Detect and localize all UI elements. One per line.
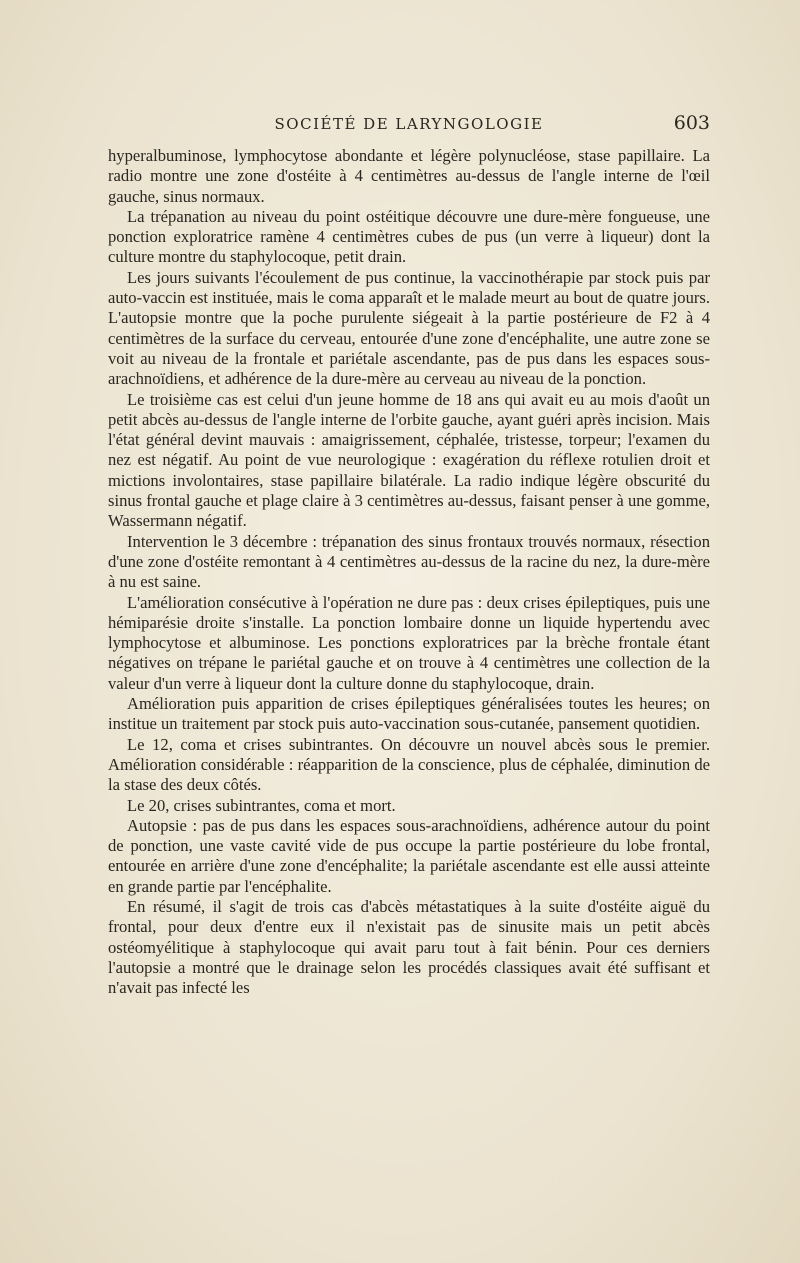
paragraph: hyperalbuminose, lymphocytose abondante et légère polynucléose, stase papillaire. La radio montre une zone d'ostéite à 4 centimètres au-dessus de l'angle interne de l'œil gauche, sinus normaux. <box>108 146 710 206</box>
body-text <box>108 146 710 998</box>
paragraph: Le 12, coma et crises subintrantes. On découvre un nouvel abcès sous le premier. Amélioration considérable : réapparition de la conscience, plus de céphalée, diminution de la stase des deux côtés. <box>108 734 710 795</box>
paragraph: L'amélioration consécutive à l'opération ne dure pas : deux crises épileptiques, puis une hémiparésie droite s'installe. La ponction lombaire donne un liquide hypertendu avec lymphocytose et albuminose. Les ponctions exploratrices par la brèche frontale étant négatives on trépane le pariétal gauche et on trouve à 4 centimètres une collection de la valeur d'un verre à liqueur dont la culture donne du staphylocoque, drain. <box>108 592 710 693</box>
paragraph: Les jours suivants l'écoulement de pus continue, la vaccinothérapie par stock puis par auto-vaccin est instituée, mais le coma apparaît et le malade meurt au bout de quatre jours. L'autopsie montre que la poche purulente siégeait à la partie postérieure de F2 à 4 centimètres de la surface du cerveau, entourée d'une zone d'encéphalite, une autre zone se voit au niveau de la frontale et pariétale ascendante, pas de pus dans les espaces sous-arachnoïdiens, et adhérence de la dure-mère au cerveau au niveau de la ponction. <box>108 267 710 389</box>
paragraph: Intervention le 3 décembre : trépanation des sinus frontaux trouvés normaux, résection d'une zone d'ostéite remontant à 4 centimètres au-dessus de la racine du nez, la dure-mère à nu est saine. <box>108 531 710 592</box>
paragraph: La trépanation au niveau du point ostéitique découvre une dure-mère fongueuse, une ponction exploratrice ramène 4 centimètres cubes de pus (un verre à liqueur) dont la culture montre du staphylocoque, petit drain. <box>108 206 710 267</box>
paragraph: Amélioration puis apparition de crises épileptiques généralisées toutes les heures; on institue un traitement par stock puis auto-vaccination sous-cutanée, pansement quotidien. <box>108 694 710 734</box>
paragraph: Le 20, crises subintrantes, coma et mort. <box>127 795 396 815</box>
paragraph: En résumé, il s'agit de trois cas d'abcès métastatiques à la suite d'ostéite aiguë du frontal, pour deux d'entre eux il n'existait pas de sinusite mais un petit abcès ostéomyélitique à staphylocoque qui avait paru tout à fait bénin. Pour ces derniers l'autopsie a montré que le drainage selon les procédés classiques avait été suffisant et n'avait pas infecté les <box>108 896 710 998</box>
running-title: SOCIÉTÉ DE LARYNGOLOGIE <box>274 115 544 133</box>
page-number: 603 <box>673 112 710 134</box>
paragraph: Autopsie : pas de pus dans les espaces sous-arachnoïdiens, adhérence autour du point de ponction, une vaste cavité vide de pus occupe la partie postérieure du lobe frontal, entourée en arrière d'une zone d'encéphalite; la pariétale ascendante est elle aussi atteinte en grande partie par l'encéphalite. <box>108 815 710 896</box>
paragraph: Le troisième cas est celui d'un jeune homme de 18 ans qui avait eu au mois d'août un petit abcès au-dessus de l'angle interne de l'orbite gauche, ayant guéri après incision. Mais l'état général devint mauvais : amaigrissement, céphalée, tristesse, torpeur; l'examen du nez est négatif. Au point de vue neurologique : exagération du réflexe rotulien droit et mictions involontaires, stase papillaire bilatérale. La radio indique légère obscurité du sinus frontal gauche et plage claire à 3 centimètres au-dessus, faisant penser à une gomme, Wassermann négatif. <box>108 389 710 531</box>
page-header <box>108 112 710 136</box>
